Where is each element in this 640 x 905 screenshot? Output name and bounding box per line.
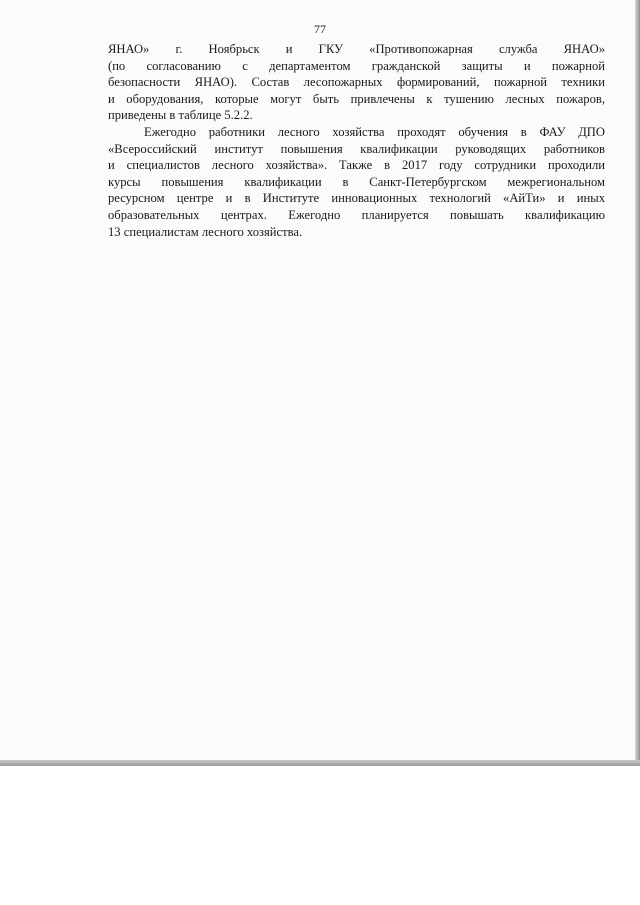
text-line: 13 специалистам лесного хозяйства. xyxy=(108,224,303,239)
text-line: Ежегодно работники лесного хозяйства проходят обучения в ФАУ ДПО xyxy=(144,124,605,139)
text-line: ресурсном центре и в Институте инновационных технологий «АйТи» и иных xyxy=(108,191,605,206)
text-line: курсы повышения квалификации в Санкт-Петербургском межрегиональном xyxy=(108,174,605,189)
text-line: приведены в таблице 5.2.2. xyxy=(108,108,253,123)
text-line: и специалистов лесного хозяйства». Также в 2017 году сотрудники проходили xyxy=(108,158,605,173)
scan-edge-right xyxy=(635,0,640,765)
paragraph-1 xyxy=(108,41,605,124)
scan-edge-bottom xyxy=(0,760,640,766)
text-line: (по согласованию с департаментом гражданской защиты и пожарной xyxy=(108,58,605,73)
text-line: ЯНАО» г. Ноябрьск и ГКУ «Противопожарная служба ЯНАО» xyxy=(108,42,605,56)
page-number: 77 xyxy=(314,22,326,36)
text-line: образовательных центрах. Ежегодно планируется повышать квалификацию xyxy=(108,207,605,222)
text-line: безопасности ЯНАО). Состав лесопожарных формирований, пожарной техники xyxy=(108,75,605,90)
text-line: и оборудования, которые могут быть привлечены к тушению лесных пожаров, xyxy=(108,91,605,106)
paragraph-2 xyxy=(108,124,605,240)
body-text xyxy=(108,41,605,240)
text-line: «Всероссийский институт повышения квалификации руководящих работников xyxy=(108,141,605,156)
